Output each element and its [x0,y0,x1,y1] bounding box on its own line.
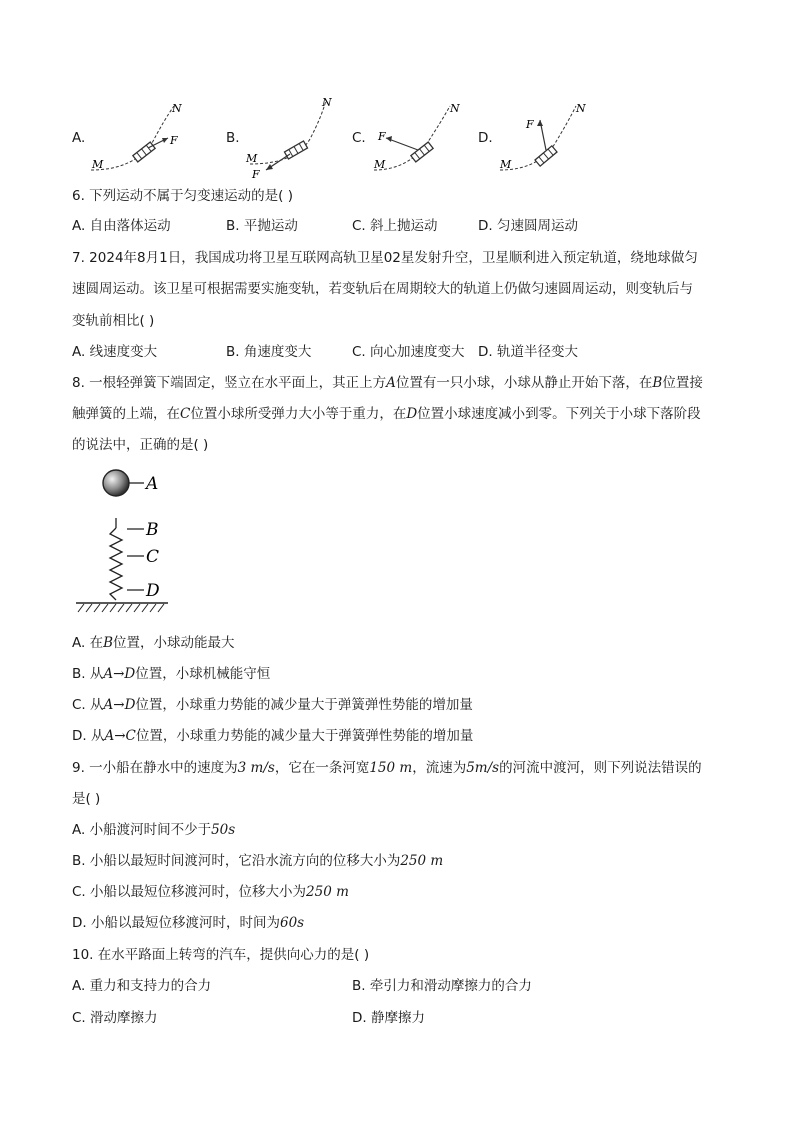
q9-option-b: B. 小船以最短时间渡河时，它沿水流方向的位移大小为250 m [72,853,444,869]
q5a-n-label: N [172,102,182,115]
spring [110,528,122,600]
q5d-f-label: F [526,118,534,131]
q5d-n-label: N [576,102,586,115]
q8-option-d: D. 从A→C位置，小球重力势能的减少量大于弹簧弹性势能的增加量 [72,728,474,744]
q8-stem-line2: 触弹簧的上端，在C位置小球所受弹力大小等于重力，在D位置小球速度减小到零。下列关于小球下落阶段 [72,406,701,422]
q5a-f-label: F [170,134,178,147]
q6-stem: 6. 下列运动不属于匀变速运动的是( ) [72,188,293,204]
q5a-m-label: M [92,158,104,171]
q5-option-a-figure [86,100,196,175]
q5-option-b-label: B. [226,130,240,146]
ball [103,470,129,496]
q9-stem-line1: 9. 一小船在静水中的速度为3 m/s，它在一条河宽150 m，流速为5m/s的河流中渡河，则下列说法错误的 [72,760,702,776]
q5-option-d-figure [492,100,592,175]
spring-ball-figure [72,466,182,618]
q6-option-b: B. 平抛运动 [226,218,298,234]
q10-option-b: B. 牵引力和滑动摩擦力的合力 [352,978,532,994]
q8-option-a: A. 在B位置，小球动能最大 [72,635,235,651]
fig-label-c: C [146,547,160,567]
q6-option-a: A. 自由落体运动 [72,218,171,234]
q7-option-c: C. 向心加速度变大 [352,344,465,360]
q10-option-d: D. 静摩擦力 [352,1010,425,1026]
q7-stem-line2: 速圆周运动。该卫星可根据需要实施变轨，若变轨后在周期较大的轨道上仍做匀速圆周运动，则变轨后与 [72,281,693,297]
q6-option-c: C. 斜上抛运动 [352,218,438,234]
q5-option-b-figure [240,94,340,184]
q8-option-b: B. 从A→D位置，小球机械能守恒 [72,666,271,682]
q9-option-a: A. 小船渡河时间不少于50s [72,822,236,838]
fig-label-a: A [146,474,159,494]
fig-label-b: B [146,520,159,540]
q7-option-b: B. 角速度变大 [226,344,312,360]
q5c-n-label: N [450,102,460,115]
q7-option-d: D. 轨道半径变大 [478,344,578,360]
q8-stem-line1: 8. 一根轻弹簧下端固定，竖立在水平面上，其正上方A位置有一只小球，小球从静止开始下落，在B位置接 [72,375,703,391]
q5-option-a-label: A. [72,130,86,146]
q5b-m-label: M [246,152,258,165]
q10-option-a: A. 重力和支持力的合力 [72,978,212,994]
q7-stem-line3: 变轨前相比( ) [72,313,155,329]
q5b-n-label: N [322,96,332,109]
q5d-m-label: M [500,158,512,171]
q10-option-c: C. 滑动摩擦力 [72,1010,158,1026]
ground-hatching [78,604,164,612]
q5-option-c-label: C. [352,130,366,146]
q5-option-c-figure [366,100,466,175]
q10-stem: 10. 在水平路面上转弯的汽车，提供向心力的是( ) [72,947,370,963]
q5b-f-label: F [252,168,260,181]
q6-option-d: D. 匀速圆周运动 [478,218,578,234]
q5c-f-label: F [378,130,386,143]
q9-option-d: D. 小船以最短位移渡河时，时间为60s [72,915,305,931]
q8-stem-line3: 的说法中，正确的是( ) [72,437,209,453]
q5-option-d-label: D. [478,130,493,146]
q9-option-c: C. 小船以最短位移渡河时，位移大小为250 m [72,884,349,900]
q7-option-a: A. 线速度变大 [72,344,158,360]
q9-stem-line2: 是( ) [72,791,101,807]
q8-option-c: C. 从A→D位置，小球重力势能的减少量大于弹簧弹性势能的增加量 [72,697,473,713]
q7-stem-line1: 7. 2024年8月1日，我国成功将卫星互联网高轨卫星02星发射升空，卫星顺利进入预定轨道，绕地球做匀 [72,250,698,266]
fig-label-d: D [146,581,160,601]
q5c-m-label: M [374,158,386,171]
